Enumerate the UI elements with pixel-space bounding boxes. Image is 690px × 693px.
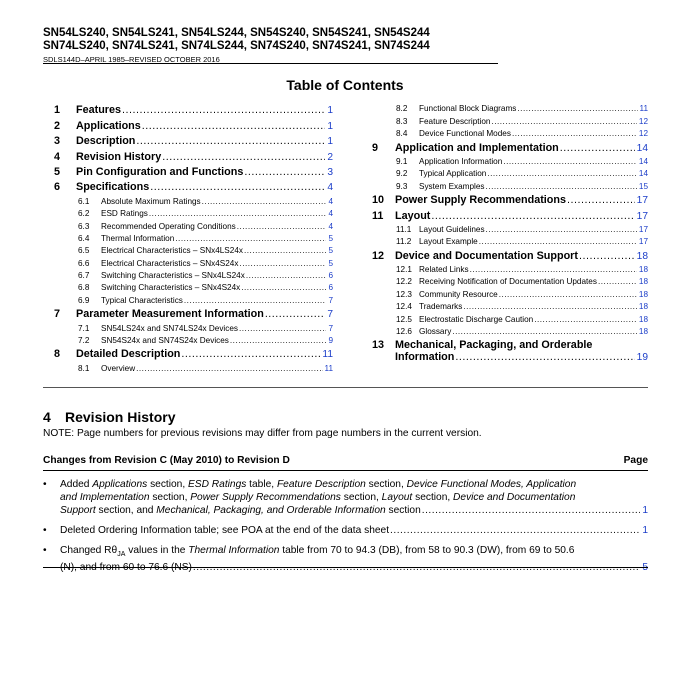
toc-page-link[interactable]: 7 xyxy=(328,323,333,333)
toc-page-link[interactable]: 18 xyxy=(638,289,648,299)
text: section, and xyxy=(95,505,157,516)
toc-entry-label: Community Resource xyxy=(419,289,498,299)
toc-entry-number: 12.3 xyxy=(396,289,412,299)
toc-entry-number: 12.1 xyxy=(396,265,412,275)
toc-entry-number: 9 xyxy=(372,141,379,154)
toc-entry-label: Application Information xyxy=(419,156,503,166)
leader-dots xyxy=(479,237,637,246)
text: table, xyxy=(246,479,277,490)
text: section, xyxy=(365,479,407,490)
leader-dots xyxy=(181,348,320,360)
section-title: Revision History xyxy=(65,409,176,425)
toc-entry-number: 5 xyxy=(54,165,61,178)
bullet-dot: • xyxy=(43,525,47,536)
leader-dots xyxy=(265,308,326,320)
revision-dates: –APRIL 1985–REVISED OCTOBER 2016 xyxy=(80,55,220,64)
toc-entry-label: Electrical Characteristics – SNx4LS24x xyxy=(101,246,243,256)
toc-entry-number: 8.2 xyxy=(396,104,408,114)
header-rule xyxy=(43,63,498,64)
toc-entry-label: Description xyxy=(76,135,136,148)
toc-entry-label: Device Functional Modes xyxy=(419,129,511,139)
leader-dots xyxy=(567,194,635,206)
section-number: 4 xyxy=(43,409,51,425)
section-heading xyxy=(43,409,175,425)
leader-dots xyxy=(503,157,637,166)
toc-page-link[interactable]: 14 xyxy=(638,156,648,166)
leader-dots xyxy=(491,117,636,126)
toc-entry[interactable] xyxy=(372,277,648,286)
text-italic: Thermal Information xyxy=(188,545,280,556)
toc-entry-label: System Examples xyxy=(419,181,485,191)
toc-entry[interactable] xyxy=(54,197,333,206)
leader-dots xyxy=(244,246,326,255)
toc-page-link[interactable]: 14 xyxy=(638,169,648,179)
toc-page-link[interactable]: 18 xyxy=(636,250,648,262)
toc-entry-label: Detailed Description xyxy=(76,348,181,361)
toc-entry-number: 6.6 xyxy=(78,258,90,268)
toc-entry-number: 6.8 xyxy=(78,283,90,293)
toc-entry-number: 6.2 xyxy=(78,209,90,219)
text: Changed Rθ xyxy=(60,545,118,556)
toc-entry-number: 13 xyxy=(372,339,385,352)
toc-page-link[interactable]: 7 xyxy=(328,295,333,305)
text-italic: Mechanical, Packaging, and Orderable Information xyxy=(156,505,386,516)
toc-page-link[interactable]: 18 xyxy=(638,265,648,275)
document-title-line-2: SN74LS240, SN74LS241, SN74LS244, SN74S240, SN74S241, SN74S244 xyxy=(43,40,430,52)
text-italic: Feature Description xyxy=(276,479,366,490)
text-italic: and Implementation xyxy=(60,492,150,503)
text: Deleted Ordering Information table; see POA at the end of the data sheet xyxy=(60,525,390,536)
leader-dots xyxy=(184,296,327,305)
leader-dots xyxy=(463,302,637,311)
toc-entry[interactable] xyxy=(372,142,648,154)
text: section, xyxy=(147,479,189,490)
toc-entry-label: Specifications xyxy=(76,181,150,194)
leader-dots xyxy=(122,104,325,116)
toc-entry[interactable] xyxy=(54,151,333,163)
toc-entry[interactable] xyxy=(54,120,333,132)
leader-dots xyxy=(517,104,637,113)
toc-entry[interactable] xyxy=(54,348,333,360)
toc-entry[interactable] xyxy=(54,222,333,231)
toc-entry[interactable] xyxy=(54,246,333,255)
toc-entry-number: 6.9 xyxy=(78,295,90,305)
toc-title: Table of Contents xyxy=(286,77,404,93)
toc-entry[interactable] xyxy=(372,339,648,363)
toc-entry-label: Switching Characteristics – SNx4LS24x xyxy=(101,271,245,281)
toc-entry-number: 8.1 xyxy=(78,363,90,373)
toc-entry-number: 9.3 xyxy=(396,181,408,191)
toc-entry[interactable] xyxy=(372,210,648,222)
leader-dots xyxy=(175,234,326,243)
bullet-dot: • xyxy=(43,479,47,490)
toc-entry[interactable] xyxy=(372,194,648,206)
toc-entry[interactable] xyxy=(54,209,333,218)
toc-entry-number: 11.1 xyxy=(396,224,412,234)
toc-entry[interactable] xyxy=(372,117,648,126)
toc-entry-label: SN54S24x and SN74S24x Devices xyxy=(101,336,229,346)
toc-entry-label: Electrostatic Discharge Caution xyxy=(419,314,534,324)
toc-page-link[interactable]: 4 xyxy=(327,182,333,194)
text: table from 70 to 94.3 (DB), from 58 to 90.3 (DW), from 69 to 50.6 xyxy=(279,545,575,556)
change-text-line xyxy=(60,491,648,504)
leader-dots xyxy=(246,271,327,280)
leader-dots xyxy=(202,197,327,206)
toc-entry-label: ESD Ratings xyxy=(101,209,148,219)
toc-page-link[interactable]: 19 xyxy=(636,352,648,364)
toc-left-column xyxy=(54,101,333,373)
leader-dots xyxy=(150,181,325,193)
toc-entry[interactable] xyxy=(54,324,333,333)
text-italic: Device and Documentation xyxy=(453,492,576,503)
toc-entry[interactable] xyxy=(54,259,333,268)
toc-entry-label: Switching Characteristics – SNx4S24x xyxy=(101,283,241,293)
toc-entry[interactable] xyxy=(372,157,648,166)
change-text-line xyxy=(60,478,648,491)
toc-entry-label: Applications xyxy=(76,119,141,132)
toc-entry-number: 8 xyxy=(54,348,61,361)
toc-entry-label: Information xyxy=(395,351,455,364)
toc-entry[interactable] xyxy=(54,308,333,320)
toc-entry[interactable] xyxy=(54,336,333,345)
leader-dots xyxy=(487,169,637,178)
toc-page-link[interactable]: 4 xyxy=(328,209,333,219)
change-text-line xyxy=(60,544,648,561)
toc-entry-number: 8.3 xyxy=(396,116,408,126)
document-title-line-1: SN54LS240, SN54LS241, SN54LS244, SN54S240, SN54S241, SN54S244 xyxy=(43,27,430,39)
leader-dots xyxy=(239,259,326,268)
toc-page-link[interactable]: 18 xyxy=(638,277,648,287)
toc-entry-label: Electrical Characteristics – SNx4S24x xyxy=(101,258,239,268)
text-italic: Support xyxy=(60,505,96,516)
toc-entry-label: Features xyxy=(76,104,122,117)
leader-dots xyxy=(499,290,637,299)
toc-entry-number: 10 xyxy=(372,194,385,207)
toc-entry-number: 12.2 xyxy=(396,277,412,287)
toc-entry-label: Overview xyxy=(101,363,136,373)
text: section, xyxy=(412,492,454,503)
toc-page-link[interactable]: 6 xyxy=(328,283,333,293)
toc-page-link[interactable]: 4 xyxy=(328,221,333,231)
toc-page-link[interactable]: 2 xyxy=(327,151,333,163)
bullet-dot: • xyxy=(43,545,47,556)
toc-page-link[interactable]: 18 xyxy=(638,327,648,337)
toc-page-link[interactable]: 18 xyxy=(638,302,648,312)
text-italic: ESD Ratings xyxy=(188,479,247,490)
toc-entry-label: Parameter Measurement Information xyxy=(76,308,264,321)
changes-header-rule xyxy=(43,470,648,471)
toc-entry[interactable] xyxy=(372,225,648,234)
leader-dots xyxy=(136,135,325,147)
page-link[interactable]: 5 xyxy=(642,562,648,574)
document-id: SDLS144D xyxy=(43,55,81,64)
text-italic: Applications xyxy=(92,479,148,490)
text-run xyxy=(60,504,421,517)
toc-entry[interactable] xyxy=(54,166,333,178)
toc-entry[interactable] xyxy=(54,364,333,373)
toc-page-link[interactable]: 3 xyxy=(327,166,333,178)
toc-entry-number: 4 xyxy=(54,150,61,163)
toc-page-link[interactable]: 5 xyxy=(328,233,333,243)
toc-page-link[interactable]: 14 xyxy=(636,142,648,154)
toc-entry[interactable] xyxy=(372,302,648,311)
page-link[interactable]: 1 xyxy=(642,525,648,536)
toc-page-link[interactable]: 11 xyxy=(324,363,333,373)
text: (N), and from 60 to 76.6 (NS) xyxy=(60,562,192,574)
leader-dots xyxy=(534,315,637,324)
leader-dots xyxy=(455,351,634,363)
text-italic: Device Functional Modes, Application xyxy=(406,479,577,490)
toc-entry-label: Layout Guidelines xyxy=(419,224,485,234)
leader-dots xyxy=(136,364,322,373)
toc-page-link[interactable]: 17 xyxy=(638,237,648,247)
toc-entry-label: Layout xyxy=(395,209,431,222)
toc-entry-label: SN54LS24x and SN74LS24x Devices xyxy=(101,323,238,333)
text: section, xyxy=(340,492,382,503)
toc-entry[interactable] xyxy=(372,265,648,274)
toc-entry-label: Layout Example xyxy=(419,237,478,247)
toc-entry-label: Typical Characteristics xyxy=(101,295,183,305)
leader-dots xyxy=(162,151,325,163)
changes-bottom-rule xyxy=(43,567,648,568)
toc-page-link[interactable]: 5 xyxy=(328,258,333,268)
change-item xyxy=(43,478,648,517)
toc-entry-number: 1 xyxy=(54,104,61,117)
leader-dots xyxy=(486,225,637,234)
toc-page-link[interactable]: 1 xyxy=(327,105,333,117)
leader-dots xyxy=(598,277,637,286)
toc-entry-number: 6.3 xyxy=(78,221,90,231)
toc-entry-label: Glossary xyxy=(419,327,452,337)
toc-page-link[interactable]: 11 xyxy=(322,349,333,361)
toc-entry[interactable] xyxy=(372,327,648,336)
toc-page-link[interactable]: 9 xyxy=(328,336,333,346)
toc-entry-number: 6.5 xyxy=(78,246,90,256)
toc-entry-label: Related Links xyxy=(419,265,469,275)
change-text-line xyxy=(60,524,648,537)
leader-dots xyxy=(422,504,641,517)
changes-header xyxy=(43,455,648,466)
toc-entry[interactable] xyxy=(372,250,648,262)
toc-entry-number: 7.1 xyxy=(78,323,90,333)
page-link[interactable]: 1 xyxy=(642,505,648,516)
leader-dots xyxy=(470,265,637,274)
toc-entry-number: 11.2 xyxy=(396,237,412,247)
toc-page-link[interactable]: 18 xyxy=(638,314,648,324)
toc-page-link[interactable]: 4 xyxy=(328,196,333,206)
toc-entry-label: Pin Configuration and Functions xyxy=(76,165,244,178)
change-item xyxy=(43,524,648,537)
toc-page-link[interactable]: 15 xyxy=(638,181,648,191)
toc-entry-number: 9.1 xyxy=(396,156,408,166)
toc-entry-label: Application and Implementation xyxy=(395,141,559,154)
toc-entry-number: 8.4 xyxy=(396,129,408,139)
leader-dots xyxy=(230,336,327,345)
toc-page-link[interactable]: 5 xyxy=(328,246,333,256)
toc-entry[interactable] xyxy=(372,182,648,191)
text: section, xyxy=(149,492,191,503)
text: section xyxy=(385,505,421,516)
toc-entry-number: 3 xyxy=(54,135,61,148)
toc-entry[interactable] xyxy=(372,290,648,299)
toc-entry-number: 6.7 xyxy=(78,271,90,281)
toc-page-link[interactable]: 11 xyxy=(639,104,648,114)
toc-entry[interactable] xyxy=(54,135,333,147)
changes-heading: Changes from Revision C (May 2010) to Revision D xyxy=(43,455,290,466)
toc-entry[interactable] xyxy=(54,234,333,243)
toc-page-link[interactable]: 12 xyxy=(638,116,648,126)
text-italic: Power Supply Recommendations xyxy=(190,492,341,503)
toc-entry-number: 11 xyxy=(372,209,384,222)
toc-page-link[interactable]: 12 xyxy=(638,129,648,139)
page-heading: Page xyxy=(623,455,648,466)
leader-dots xyxy=(237,222,327,231)
toc-entry-number: 6.1 xyxy=(78,196,90,206)
toc-page-link[interactable]: 7 xyxy=(327,309,333,321)
changes-list xyxy=(43,478,648,581)
toc-page-link[interactable]: 17 xyxy=(636,195,648,207)
toc-entry-label: Thermal Information xyxy=(101,233,175,243)
toc-page-link[interactable]: 1 xyxy=(327,136,333,148)
toc-entry[interactable] xyxy=(372,237,648,246)
leader-dots xyxy=(142,120,326,132)
toc-page-link[interactable]: 6 xyxy=(328,271,333,281)
leader-dots xyxy=(431,210,634,222)
toc-page-link[interactable]: 17 xyxy=(636,210,648,222)
leader-dots xyxy=(390,524,640,537)
toc-entry[interactable] xyxy=(54,181,333,193)
toc-right-column xyxy=(372,101,648,363)
toc-entry-label: Feature Description xyxy=(419,116,491,126)
toc-page-link[interactable]: 17 xyxy=(638,224,648,234)
leader-dots xyxy=(244,166,325,178)
toc-entry-number: 7.2 xyxy=(78,336,90,346)
toc-entry-number: 12.4 xyxy=(396,302,412,312)
toc-entry-number: 12 xyxy=(372,249,385,262)
leader-dots xyxy=(452,327,637,336)
toc-entry-number: 12.6 xyxy=(396,327,412,337)
leader-dots xyxy=(239,324,326,333)
toc-entry-number: 2 xyxy=(54,119,61,132)
toc-entry[interactable] xyxy=(54,271,333,280)
toc-entry[interactable] xyxy=(54,296,333,305)
revision-note: NOTE: Page numbers for previous revisions may differ from page numbers in the current version. xyxy=(43,428,482,439)
change-item xyxy=(43,544,648,574)
leader-dots xyxy=(512,129,637,138)
text-italic: Layout xyxy=(381,492,413,503)
toc-entry[interactable] xyxy=(372,169,648,178)
text: values in the xyxy=(125,545,189,556)
toc-entry-number: 12.5 xyxy=(396,314,412,324)
toc-entry[interactable] xyxy=(372,315,648,324)
toc-page-link[interactable]: 1 xyxy=(327,120,333,132)
toc-entry-label: Typical Application xyxy=(419,169,487,179)
toc-entry-label: Revision History xyxy=(76,150,162,163)
toc-entry-label: Trademarks xyxy=(419,302,463,312)
leader-dots xyxy=(241,283,326,292)
toc-entry-label: Mechanical, Packaging, and Orderable xyxy=(395,339,593,352)
toc-entry-number: 7 xyxy=(54,308,61,321)
toc-entry-number: 6 xyxy=(54,181,61,194)
toc-entry-label: Functional Block Diagrams xyxy=(419,104,517,114)
toc-entry-label: Device and Documentation Support xyxy=(395,249,578,262)
toc-entry-number: 6.4 xyxy=(78,233,90,243)
toc-entry-number: 9.2 xyxy=(396,169,408,179)
subscript: JA xyxy=(117,551,126,559)
toc-entry[interactable] xyxy=(54,104,333,116)
leader-dots xyxy=(486,182,637,191)
toc-entry-label: Recommended Operating Conditions xyxy=(101,221,236,231)
toc-entry[interactable] xyxy=(372,104,648,113)
toc-entry[interactable] xyxy=(372,129,648,138)
toc-entry-label: Power Supply Recommendations xyxy=(395,194,566,207)
change-text-line xyxy=(60,504,648,517)
toc-entry-label: Receiving Notification of Documentation Updates xyxy=(419,277,597,287)
toc-entry-label: Absolute Maximum Ratings xyxy=(101,196,201,206)
toc-bottom-rule xyxy=(43,387,648,388)
leader-dots xyxy=(149,209,327,218)
text: Added xyxy=(60,479,93,490)
leader-dots xyxy=(560,142,635,154)
leader-dots xyxy=(579,250,635,262)
toc-entry[interactable] xyxy=(54,283,333,292)
